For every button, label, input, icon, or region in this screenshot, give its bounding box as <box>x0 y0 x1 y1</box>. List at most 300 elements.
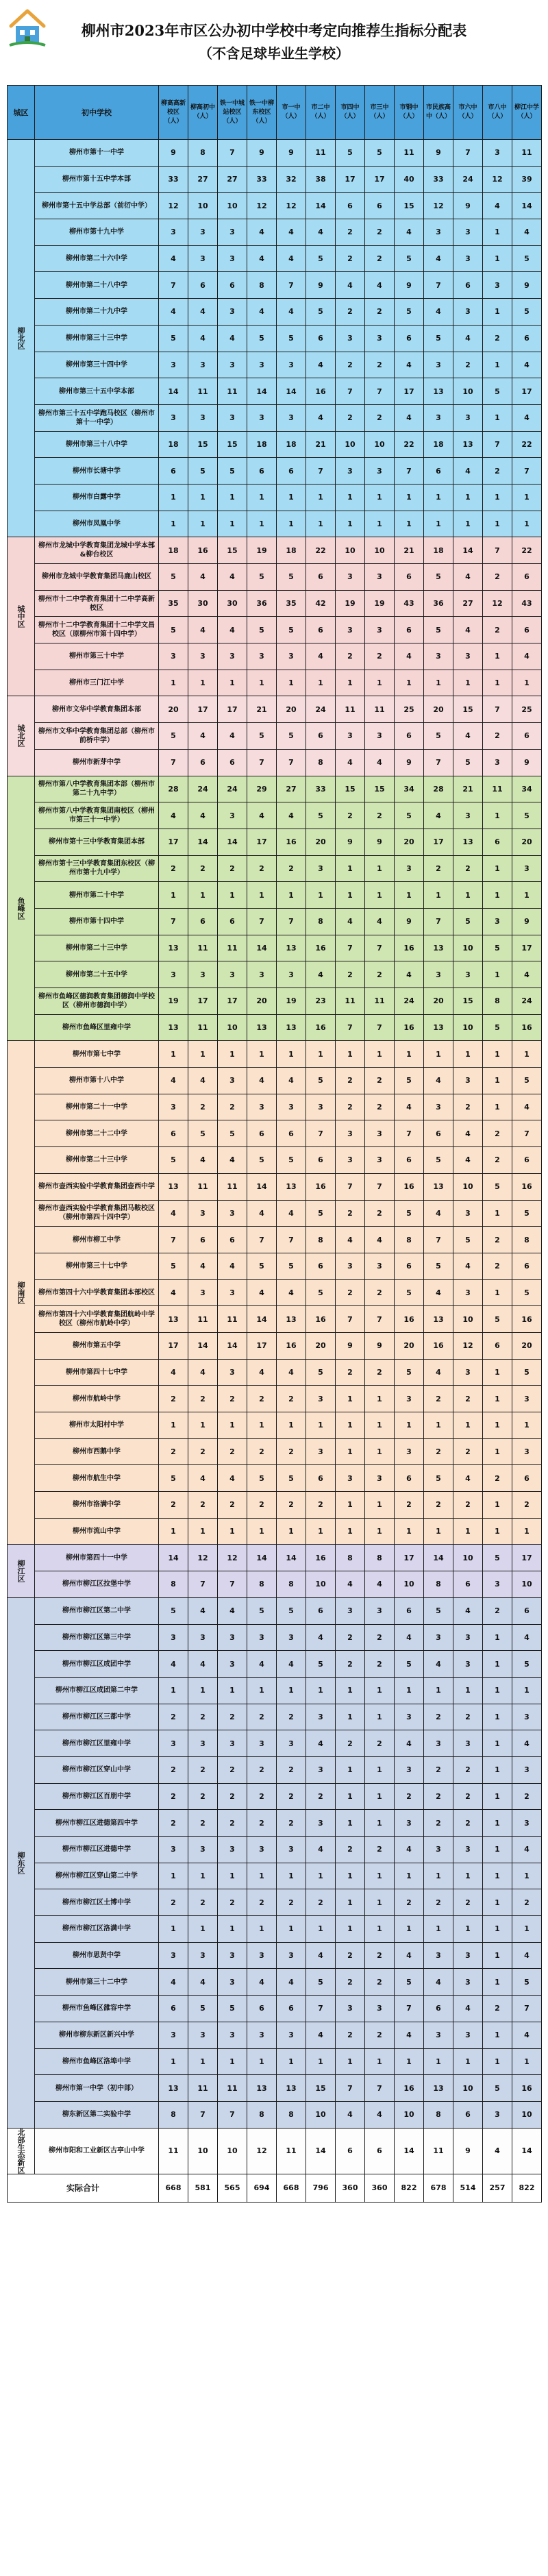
quota-cell: 2 <box>188 1492 218 1519</box>
quota-cell: 1 <box>483 670 512 696</box>
quota-cell: 11 <box>336 988 365 1015</box>
quota-cell: 14 <box>512 2128 542 2174</box>
quota-cell: 4 <box>247 802 277 829</box>
quota-cell: 20 <box>277 696 306 723</box>
quota-cell: 3 <box>395 1704 424 1730</box>
quota-cell: 16 <box>306 1306 336 1333</box>
quota-cell: 5 <box>424 723 453 750</box>
quota-cell: 4 <box>247 219 277 246</box>
quota-cell: 1 <box>453 484 483 511</box>
quota-cell: 2 <box>483 1465 512 1492</box>
quota-cell: 1 <box>483 1863 512 1889</box>
quota-cell: 2 <box>218 1094 247 1120</box>
quota-cell: 1 <box>483 1492 512 1519</box>
school-name-cell: 柳州市壶西实验中学教育集团壶西中学 <box>35 1173 159 1200</box>
school-name-cell: 柳州市第十三中学教育集团东校区（柳州市第十九中学） <box>35 855 159 882</box>
quota-cell: 4 <box>336 1227 365 1253</box>
quota-cell: 14 <box>188 1332 218 1359</box>
quota-cell: 25 <box>395 696 424 723</box>
quota-cell: 3 <box>188 1730 218 1757</box>
quota-cell: 1 <box>247 1677 277 1704</box>
school-name-cell: 柳州市第二十二中学 <box>35 1120 159 1147</box>
quota-cell: 23 <box>306 988 336 1015</box>
quota-cell: 15 <box>306 2075 336 2102</box>
quota-cell: 4 <box>453 1465 483 1492</box>
quota-cell: 10 <box>453 378 483 405</box>
column-header-quota: 市一中（人） <box>277 86 306 140</box>
quota-cell: 2 <box>512 1889 542 1916</box>
quota-cell: 1 <box>159 1518 188 1545</box>
quota-cell: 5 <box>483 935 512 961</box>
quota-cell: 4 <box>306 1837 336 1863</box>
quota-cell: 7 <box>306 1120 336 1147</box>
quota-cell: 5 <box>159 1147 188 1174</box>
quota-cell: 5 <box>395 1651 424 1678</box>
quota-cell: 1 <box>365 882 395 909</box>
quota-cell: 3 <box>453 1279 483 1306</box>
quota-cell: 16 <box>512 2075 542 2102</box>
table-row <box>8 882 542 909</box>
quota-cell: 3 <box>453 1942 483 1969</box>
quota-cell: 1 <box>483 882 512 909</box>
quota-cell: 13 <box>424 1014 453 1041</box>
quota-cell: 27 <box>277 776 306 802</box>
school-name-cell: 柳州市第十三中学教育集团本部 <box>35 829 159 855</box>
quota-cell: 8 <box>365 1545 395 1571</box>
quota-cell: 3 <box>365 723 395 750</box>
school-name-cell: 柳州市白露中学 <box>35 484 159 511</box>
quota-cell: 9 <box>453 2128 483 2174</box>
quota-cell: 7 <box>159 272 188 299</box>
quota-cell: 3 <box>247 1730 277 1757</box>
school-name-cell: 柳州市第十五中学总部（前衍中学） <box>35 193 159 219</box>
school-name-cell: 柳州市鱼峰区洛埠中学 <box>35 2048 159 2075</box>
quota-cell: 5 <box>306 1068 336 1094</box>
quota-cell: 8 <box>277 1571 306 1598</box>
table-row <box>8 1227 542 1253</box>
quota-cell: 3 <box>306 855 336 882</box>
quota-cell: 24 <box>218 776 247 802</box>
quota-cell: 1 <box>424 484 453 511</box>
quota-cell: 3 <box>218 2022 247 2048</box>
quota-cell: 2 <box>395 1492 424 1519</box>
quota-cell: 1 <box>277 882 306 909</box>
quota-cell: 7 <box>336 1173 365 1200</box>
school-name-cell: 柳州市第二十九中学 <box>35 299 159 326</box>
quota-cell: 3 <box>277 2022 306 2048</box>
quota-cell: 2 <box>483 617 512 643</box>
quota-cell: 2 <box>159 1438 188 1465</box>
quota-cell: 6 <box>453 272 483 299</box>
quota-cell: 11 <box>188 1306 218 1333</box>
quota-cell: 7 <box>424 272 453 299</box>
quota-cell: 3 <box>188 1624 218 1651</box>
quota-cell: 3 <box>218 1359 247 1386</box>
quota-cell: 1 <box>453 1518 483 1545</box>
table-row <box>8 140 542 167</box>
quota-cell: 43 <box>512 590 542 617</box>
quota-cell: 14 <box>453 537 483 564</box>
quota-cell: 3 <box>218 961 247 988</box>
quota-cell: 8 <box>159 1571 188 1598</box>
quota-cell: 1 <box>188 1412 218 1439</box>
quota-cell: 6 <box>395 1147 424 1174</box>
table-row <box>8 935 542 961</box>
quota-cell: 1 <box>336 484 365 511</box>
quota-cell: 14 <box>247 1306 277 1333</box>
quota-cell: 1 <box>483 1624 512 1651</box>
quota-cell: 1 <box>336 1756 365 1783</box>
quota-cell: 24 <box>188 776 218 802</box>
quota-cell: 2 <box>424 1492 453 1519</box>
quota-cell: 2 <box>218 855 247 882</box>
quota-cell: 5 <box>424 1147 453 1174</box>
quota-cell: 2 <box>424 1756 453 1783</box>
quota-cell: 1 <box>218 670 247 696</box>
quota-cell: 1 <box>483 511 512 537</box>
quota-cell: 2 <box>483 1227 512 1253</box>
table-row <box>8 193 542 219</box>
quota-cell: 22 <box>395 431 424 458</box>
quota-cell: 17 <box>512 378 542 405</box>
quota-cell: 7 <box>512 1120 542 1147</box>
school-name-cell: 柳州市第四十六中学教育集团本部校区 <box>35 1279 159 1306</box>
quota-cell: 1 <box>277 1412 306 1439</box>
quota-cell: 5 <box>277 1253 306 1279</box>
quota-cell: 3 <box>424 1624 453 1651</box>
quota-cell: 4 <box>306 352 336 378</box>
quota-cell: 1 <box>483 855 512 882</box>
quota-cell: 18 <box>159 431 188 458</box>
quota-cell: 5 <box>395 1279 424 1306</box>
quota-cell: 3 <box>424 2022 453 2048</box>
quota-cell: 5 <box>512 1200 542 1227</box>
quota-cell: 24 <box>395 988 424 1015</box>
quota-cell: 5 <box>395 1969 424 1996</box>
quota-cell: 2 <box>277 1783 306 1810</box>
quota-cell: 3 <box>218 299 247 326</box>
quota-cell: 1 <box>188 2048 218 2075</box>
quota-cell: 1 <box>483 1889 512 1916</box>
quota-cell: 4 <box>247 1651 277 1678</box>
quota-cell: 2 <box>424 1386 453 1412</box>
quota-cell: 2 <box>188 1438 218 1465</box>
quota-cell: 1 <box>247 1916 277 1943</box>
quota-cell: 1 <box>159 2048 188 2075</box>
quota-cell: 11 <box>188 2075 218 2102</box>
quota-cell: 4 <box>306 404 336 431</box>
quota-cell: 3 <box>365 325 395 352</box>
quota-cell: 7 <box>365 935 395 961</box>
quota-cell: 6 <box>159 1120 188 1147</box>
quota-cell: 17 <box>188 988 218 1015</box>
quota-cell: 1 <box>483 1837 512 1863</box>
quota-cell: 4 <box>395 1730 424 1757</box>
quota-cell: 17 <box>218 988 247 1015</box>
column-header-quota: 市钢中（人） <box>395 86 424 140</box>
quota-cell: 1 <box>277 2048 306 2075</box>
quota-cell: 2 <box>453 1704 483 1730</box>
quota-cell: 5 <box>188 1120 218 1147</box>
quota-cell: 6 <box>512 1597 542 1624</box>
quota-cell: 2 <box>218 1889 247 1916</box>
quota-cell: 16 <box>395 1014 424 1041</box>
table-row <box>8 961 542 988</box>
quota-cell: 1 <box>306 2048 336 2075</box>
quota-cell: 1 <box>365 1916 395 1943</box>
quota-cell: 8 <box>247 2101 277 2128</box>
quota-cell: 3 <box>218 802 247 829</box>
quota-cell: 6 <box>512 1253 542 1279</box>
quota-cell: 2 <box>306 1783 336 1810</box>
quota-cell: 3 <box>218 1969 247 1996</box>
quota-cell: 2 <box>336 1969 365 1996</box>
quota-cell: 6 <box>512 1147 542 1174</box>
column-header-quota: 柳高初中（人） <box>188 86 218 140</box>
column-header-quota: 柳高高新校区（人） <box>159 86 188 140</box>
school-name-cell: 柳州市第一中学（初中部） <box>35 2075 159 2102</box>
quota-cell: 1 <box>336 511 365 537</box>
table-row <box>8 1492 542 1519</box>
quota-cell: 4 <box>512 352 542 378</box>
quota-cell: 4 <box>483 193 512 219</box>
quota-cell: 5 <box>424 617 453 643</box>
quota-cell: 1 <box>159 670 188 696</box>
table-row <box>8 1412 542 1439</box>
quota-cell: 14 <box>159 378 188 405</box>
quota-cell: 4 <box>277 1651 306 1678</box>
school-name-cell: 柳州市第十九中学 <box>35 219 159 246</box>
quota-cell: 3 <box>365 1147 395 1174</box>
quota-cell: 13 <box>247 1014 277 1041</box>
quota-cell: 13 <box>277 935 306 961</box>
quota-cell: 4 <box>188 1465 218 1492</box>
school-name-cell: 柳州市柳江区穿山中学 <box>35 1756 159 1783</box>
quota-cell: 4 <box>395 352 424 378</box>
quota-cell: 3 <box>218 404 247 431</box>
school-name-cell: 柳州市文华中学教育集团总部（柳州市前桥中学） <box>35 723 159 750</box>
quota-cell: 3 <box>453 1068 483 1094</box>
quota-cell: 6 <box>306 1465 336 1492</box>
school-name-cell: 柳州市航岭中学 <box>35 1386 159 1412</box>
quota-cell: 10 <box>306 2101 336 2128</box>
district-cell: 城北区 <box>8 696 35 776</box>
quota-cell: 1 <box>483 1359 512 1386</box>
quota-cell: 12 <box>483 166 512 193</box>
quota-cell: 4 <box>277 1359 306 1386</box>
quota-cell: 2 <box>159 1492 188 1519</box>
school-name-cell: 柳州市文华中学教育集团本部 <box>35 696 159 723</box>
school-name-cell: 柳州市第三十四中学 <box>35 352 159 378</box>
table-row <box>8 1068 542 1094</box>
quota-cell: 3 <box>277 404 306 431</box>
quota-cell: 5 <box>483 1173 512 1200</box>
total-cell: 668 <box>277 2174 306 2202</box>
quota-cell: 7 <box>512 1996 542 2022</box>
quota-cell: 7 <box>277 272 306 299</box>
quota-cell: 8 <box>306 908 336 935</box>
quota-cell: 1 <box>277 1677 306 1704</box>
quota-cell: 17 <box>395 378 424 405</box>
quota-cell: 17 <box>218 696 247 723</box>
quota-cell: 7 <box>424 1227 453 1253</box>
quota-cell: 2 <box>512 1783 542 1810</box>
quota-cell: 5 <box>247 617 277 643</box>
quota-cell: 3 <box>424 961 453 988</box>
quota-cell: 5 <box>512 245 542 272</box>
quota-cell: 6 <box>306 1147 336 1174</box>
quota-cell: 7 <box>306 1996 336 2022</box>
district-cell: 柳北区 <box>8 140 35 537</box>
quota-cell: 15 <box>453 696 483 723</box>
quota-cell: 8 <box>336 1545 365 1571</box>
quota-cell: 4 <box>159 299 188 326</box>
total-cell: 694 <box>247 2174 277 2202</box>
quota-cell: 3 <box>277 1094 306 1120</box>
quota-cell: 3 <box>277 352 306 378</box>
quota-cell: 1 <box>306 1677 336 1704</box>
quota-cell: 3 <box>483 2101 512 2128</box>
quota-cell: 3 <box>365 458 395 484</box>
quota-cell: 10 <box>395 1571 424 1598</box>
quota-cell: 3 <box>453 404 483 431</box>
quota-cell: 4 <box>247 1279 277 1306</box>
school-name-cell: 柳州市柳江区穿山第二中学 <box>35 1863 159 1889</box>
quota-cell: 1 <box>365 1386 395 1412</box>
quota-cell: 10 <box>453 2075 483 2102</box>
quota-cell: 4 <box>395 961 424 988</box>
table-row <box>8 1863 542 1889</box>
quota-cell: 4 <box>365 908 395 935</box>
quota-cell: 3 <box>247 1094 277 1120</box>
quota-cell: 19 <box>336 590 365 617</box>
school-name-cell: 柳州市第二十一中学 <box>35 1094 159 1120</box>
school-name-cell: 柳州市第三十五中学本部 <box>35 378 159 405</box>
quota-cell: 38 <box>306 166 336 193</box>
quota-cell: 42 <box>306 590 336 617</box>
quota-cell: 16 <box>277 1332 306 1359</box>
quota-cell: 1 <box>306 882 336 909</box>
quota-cell: 4 <box>159 245 188 272</box>
quota-cell: 4 <box>218 325 247 352</box>
quota-cell: 16 <box>188 537 218 564</box>
quota-cell: 6 <box>218 272 247 299</box>
quota-cell: 3 <box>336 325 365 352</box>
quota-cell: 1 <box>512 1677 542 1704</box>
quota-cell: 7 <box>395 1120 424 1147</box>
quota-cell: 29 <box>247 776 277 802</box>
quota-cell: 3 <box>483 272 512 299</box>
quota-cell: 4 <box>247 299 277 326</box>
quota-cell: 1 <box>424 1412 453 1439</box>
quota-cell: 17 <box>188 696 218 723</box>
quota-cell: 33 <box>424 166 453 193</box>
quota-cell: 4 <box>395 404 424 431</box>
quota-cell: 4 <box>395 643 424 670</box>
table-row <box>8 2128 542 2174</box>
quota-cell: 1 <box>424 882 453 909</box>
quota-cell: 27 <box>188 166 218 193</box>
column-header-quota: 柳江中学（人） <box>512 86 542 140</box>
quota-cell: 3 <box>159 352 188 378</box>
quota-cell: 1 <box>247 1412 277 1439</box>
quota-cell: 18 <box>247 431 277 458</box>
school-name-cell: 柳州市柳江区洛满中学 <box>35 1916 159 1943</box>
quota-cell: 9 <box>306 272 336 299</box>
quota-cell: 7 <box>512 458 542 484</box>
quota-cell: 2 <box>247 855 277 882</box>
quota-cell: 4 <box>395 2022 424 2048</box>
quota-cell: 5 <box>483 2075 512 2102</box>
quota-cell: 4 <box>159 802 188 829</box>
quota-cell: 8 <box>424 2101 453 2128</box>
quota-cell: 1 <box>365 2048 395 2075</box>
quota-cell: 3 <box>159 1942 188 1969</box>
quota-cell: 1 <box>483 219 512 246</box>
quota-cell: 1 <box>512 511 542 537</box>
quota-cell: 4 <box>159 1359 188 1386</box>
school-name-cell: 柳州市第十一中学 <box>35 140 159 167</box>
school-name-cell: 柳州市十二中学教育集团十二中学文昌校区（原柳州市第十四中学） <box>35 617 159 643</box>
school-name-cell: 柳州市思贤中学 <box>35 1942 159 1969</box>
school-name-cell: 柳州市柳江区进德中学 <box>35 1837 159 1863</box>
school-name-cell: 柳州市柳江区百朋中学 <box>35 1783 159 1810</box>
quota-cell: 5 <box>159 1465 188 1492</box>
quota-cell: 1 <box>277 511 306 537</box>
quota-cell: 4 <box>365 1227 395 1253</box>
quota-cell: 11 <box>218 378 247 405</box>
quota-cell: 7 <box>247 749 277 776</box>
quota-cell: 1 <box>453 882 483 909</box>
quota-cell: 7 <box>365 1306 395 1333</box>
quota-cell: 1 <box>365 1889 395 1916</box>
quota-cell: 1 <box>159 1041 188 1068</box>
quota-cell: 17 <box>365 166 395 193</box>
quota-cell: 16 <box>306 935 336 961</box>
quota-cell: 16 <box>512 1306 542 1333</box>
quota-cell: 2 <box>336 802 365 829</box>
quota-cell: 1 <box>306 511 336 537</box>
quota-cell: 3 <box>336 564 365 591</box>
quota-cell: 2 <box>365 219 395 246</box>
quota-cell: 3 <box>218 1068 247 1094</box>
quota-cell: 14 <box>306 2128 336 2174</box>
quota-cell: 4 <box>188 802 218 829</box>
quota-cell: 5 <box>159 1597 188 1624</box>
quota-cell: 3 <box>306 1094 336 1120</box>
quota-cell: 2 <box>247 1386 277 1412</box>
quota-cell: 7 <box>188 2101 218 2128</box>
quota-cell: 1 <box>483 1942 512 1969</box>
table-row <box>8 1597 542 1624</box>
quota-cell: 2 <box>483 1253 512 1279</box>
school-name-cell: 柳州市西鹅中学 <box>35 1438 159 1465</box>
quota-cell: 3 <box>424 1730 453 1757</box>
quota-cell: 2 <box>336 2022 365 2048</box>
quota-cell: 16 <box>306 1014 336 1041</box>
quota-cell: 3 <box>218 219 247 246</box>
school-name-cell: 柳州市柳江区进德第四中学 <box>35 1810 159 1837</box>
quota-cell: 11 <box>424 2128 453 2174</box>
quota-cell: 34 <box>395 776 424 802</box>
quota-cell: 16 <box>512 1173 542 1200</box>
quota-cell: 16 <box>395 1306 424 1333</box>
quota-cell: 27 <box>453 590 483 617</box>
quota-cell: 4 <box>512 1942 542 1969</box>
quota-cell: 11 <box>483 776 512 802</box>
quota-cell: 1 <box>453 1412 483 1439</box>
quota-cell: 4 <box>512 1094 542 1120</box>
